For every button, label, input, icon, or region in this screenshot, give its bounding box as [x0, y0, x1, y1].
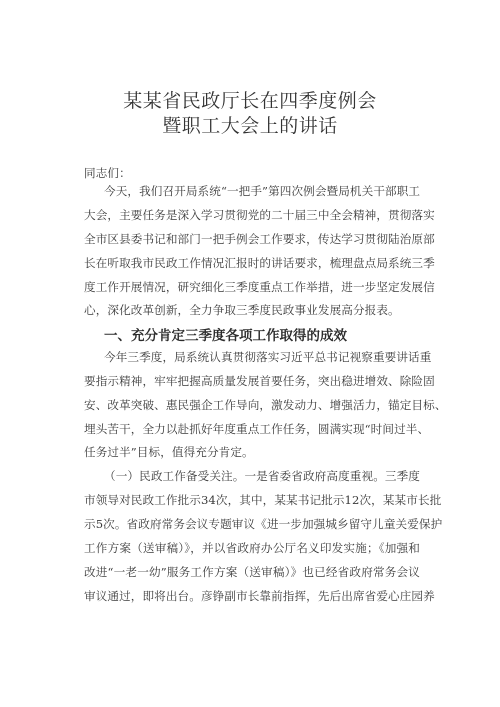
paragraph-line: 示5次。省政府常务会议专题审议《进一步加强城乡留守儿童关爱保护	[84, 517, 443, 531]
document-title-line-2: 暨职工大会上的讲话	[162, 115, 338, 137]
paragraph-line: 今年三季度，局系统认真贯彻落实习近平总书记视察重要讲话重	[104, 350, 432, 364]
paragraph-line: 全市区县委书记和部门一把手例会工作要求，传达学习贯彻陆治原部	[84, 232, 435, 246]
paragraph-line: 大会，主要任务是深入学习贯彻党的二十届三中全会精神，贯彻落实	[84, 208, 435, 222]
paragraph-line: （一）民政工作备受关注。一是省委省政府高度重视。三季度	[104, 469, 420, 483]
document-title-line-1: 某某省民政厅长在四季度例会	[123, 90, 377, 112]
paragraph-line: 任务过半”目标，值得充分肯定。	[84, 445, 254, 459]
section-heading-1: 一、充分肯定三季度各项工作取得的成效	[104, 328, 347, 344]
salutation: 同志们：	[84, 166, 131, 180]
paragraph-line: 心，深化改革创新，全力争取三季度民政事业发展高分报表。	[84, 303, 400, 317]
paragraph-line: 长在听取我市民政工作情况汇报时的讲话要求，梳理盘点局系统三季	[84, 256, 435, 270]
paragraph-line: 工作方案（送审稿）》，并以省政府办公厅名义印发实施；《加强和	[84, 541, 420, 555]
paragraph-line: 改进“一老一幼”服务工作方案（送审稿）》也已经省政府常务会议	[84, 565, 420, 579]
paragraph-line: 市领导对民政工作批示34次，其中，某某书记批示12次，某某市长批	[84, 493, 442, 507]
paragraph-line: 埋头苦干，全力以赴抓好年度重点工作任务，圆满实现“时间过半、	[84, 422, 430, 436]
paragraph-line: 度工作开展情况，研究细化三季度重点工作举措，进一步坚定发展信	[84, 280, 435, 294]
paragraph-line: 安、改革突破、惠民强企工作导向，激发动力、增强活力，锚定目标、	[84, 398, 447, 412]
paragraph-line: 要指示精神，牢牢把握高质量发展首要任务，突出稳进增效、除险固	[84, 374, 435, 388]
paragraph-line: 审议通过，即将出台。彦铮副市长靠前指挥，先后出席省爱心庄园养	[84, 589, 435, 603]
paragraph-line: 今天，我们召开局系统“一把手”第四次例会暨局机关干部职工	[104, 184, 421, 198]
